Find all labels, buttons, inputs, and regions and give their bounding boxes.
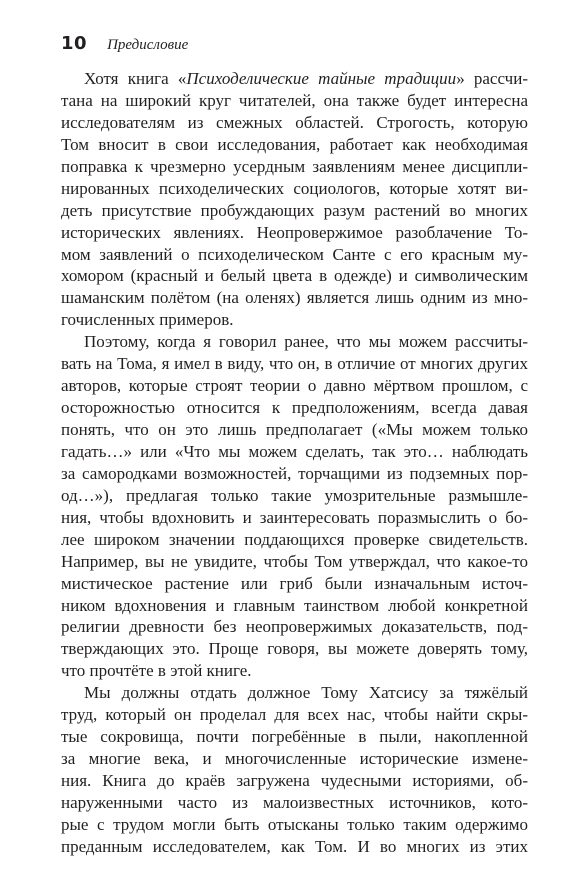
text-segment: авторов, которые строят теории о давно мёртвом прошлом, с [61,376,528,396]
text-line [61,616,528,638]
text-segment: мистическое растение или гриб были изначальным источ- [61,573,528,593]
text-segment: понять, что он это лишь предполагает («Мы можем только [61,420,528,439]
text-segment: гочисленных примеров. [61,310,234,330]
text-line [61,704,528,726]
text-segment: » рассчи- [456,69,528,88]
text-segment: Хотя книга « [84,69,187,88]
page-number: 10 [61,33,88,54]
text-segment: мом заявлений о психоделическом Санте с его красным му- [61,244,528,264]
text-segment: Поэтому, когда я говорил ранее, что мы можем рассчиты- [84,332,528,352]
text-segment: осторожностью относится к предположениям, всегда давая [61,398,528,418]
text-line [61,792,528,814]
text-line [61,770,528,792]
text-segment: ником вдохновения и главным таинством любой конкретной [61,595,528,615]
text-line [61,331,528,353]
text-line [61,68,528,90]
text-segment: нированных психоделических социологов, которые хотят ви- [61,178,528,198]
text-line [61,814,528,836]
text-segment: лее широком значении поддающихся проверке свидетельств. [61,529,528,549]
text-line [61,507,528,529]
text-line [61,441,528,463]
text-line [61,485,528,507]
text-line [61,595,528,617]
text-line [61,397,528,419]
text-segment: тана на широкий круг читателей, она также будет интересна [61,90,528,110]
text-line [61,419,528,441]
text-line [61,112,528,134]
text-segment: рые с трудом могли быть отысканы только таким одержимо [61,814,528,834]
text-segment: за самородками возможностей, торчащими из подземных пор- [61,463,528,483]
text-line [61,265,528,287]
book-title-italic: Психоделические тайные традиции [186,69,457,88]
text-line [61,309,528,331]
text-line [61,90,528,112]
text-line [61,244,528,266]
text-segment: труд, который он проделал для всех нас, чтобы найти скры- [61,705,528,725]
text-line [61,726,528,748]
text-segment: гадать…» или «Что мы можем сделать, так это… наблюдать [61,441,528,461]
text-segment: Например, вы не увидите, чтобы Том утверждал, что какое-то [61,551,528,571]
text-segment: тверждающих это. Проще говоря, вы можете доверять тому, [61,639,528,659]
text-line [61,638,528,660]
text-line [61,836,528,858]
paragraph [61,682,528,858]
text-segment: ния, чтобы вдохновить и заинтересовать поразмыслить о бо- [61,507,528,527]
text-line [61,200,528,222]
text-segment: за многие века, и многочисленные исторические измене- [61,749,528,769]
text-segment: что прочтёте в этой книге. [61,661,252,681]
text-segment: тые сокровища, почти погребённые в пыли, накопленной [61,727,528,747]
running-title: Предисловие [107,37,189,53]
text-segment: Мы должны отдать должное Тому Хатсису за тяжёлый [84,683,528,703]
text-line [61,353,528,375]
text-segment: наруженными часто из малоизвестных источников, кото- [61,792,528,812]
text-line [61,287,528,309]
text-line [61,156,528,178]
text-segment: од…»), предлагая только такие умозрительные размышле- [61,485,528,505]
page-header [61,33,188,57]
text-line [61,551,528,573]
text-segment: вать на Тома, я имел в виду, что он, в отличие от многих других [61,354,528,374]
text-line [61,573,528,595]
text-segment: деть присутствие пробуждающих разум растений во многих [61,200,528,220]
text-line [61,682,528,704]
text-line [61,178,528,200]
text-segment: исторических явлениях. Неопровержимое разоблачение То- [61,222,528,242]
text-line [61,463,528,485]
text-segment: шаманским полётом (на оленях) является лишь одним из мно- [61,288,528,308]
text-line [61,134,528,156]
body-text [61,68,528,858]
text-segment: преданным исследователем, как Том. И во многих из этих [61,836,528,856]
text-segment: религии древности без неопровержимых доказательств, под- [61,617,528,637]
text-line [61,529,528,551]
text-line [61,748,528,770]
text-segment: ния. Книга до краёв загружена чудесными историями, об- [61,771,528,790]
text-segment: исследователям из смежных областей. Строгость, которую [61,112,528,132]
paragraph [61,68,528,331]
text-segment: поправка к чрезмерно усердным заявлениям менее дисципли- [61,156,528,176]
text-line [61,660,528,682]
text-segment: хомором (красный и белый цвета в одежде) и символическим [61,266,528,286]
text-line [61,222,528,244]
text-line [61,375,528,397]
text-segment: Том вносит в свои исследования, работает как необходимая [61,134,528,154]
paragraph [61,331,528,682]
